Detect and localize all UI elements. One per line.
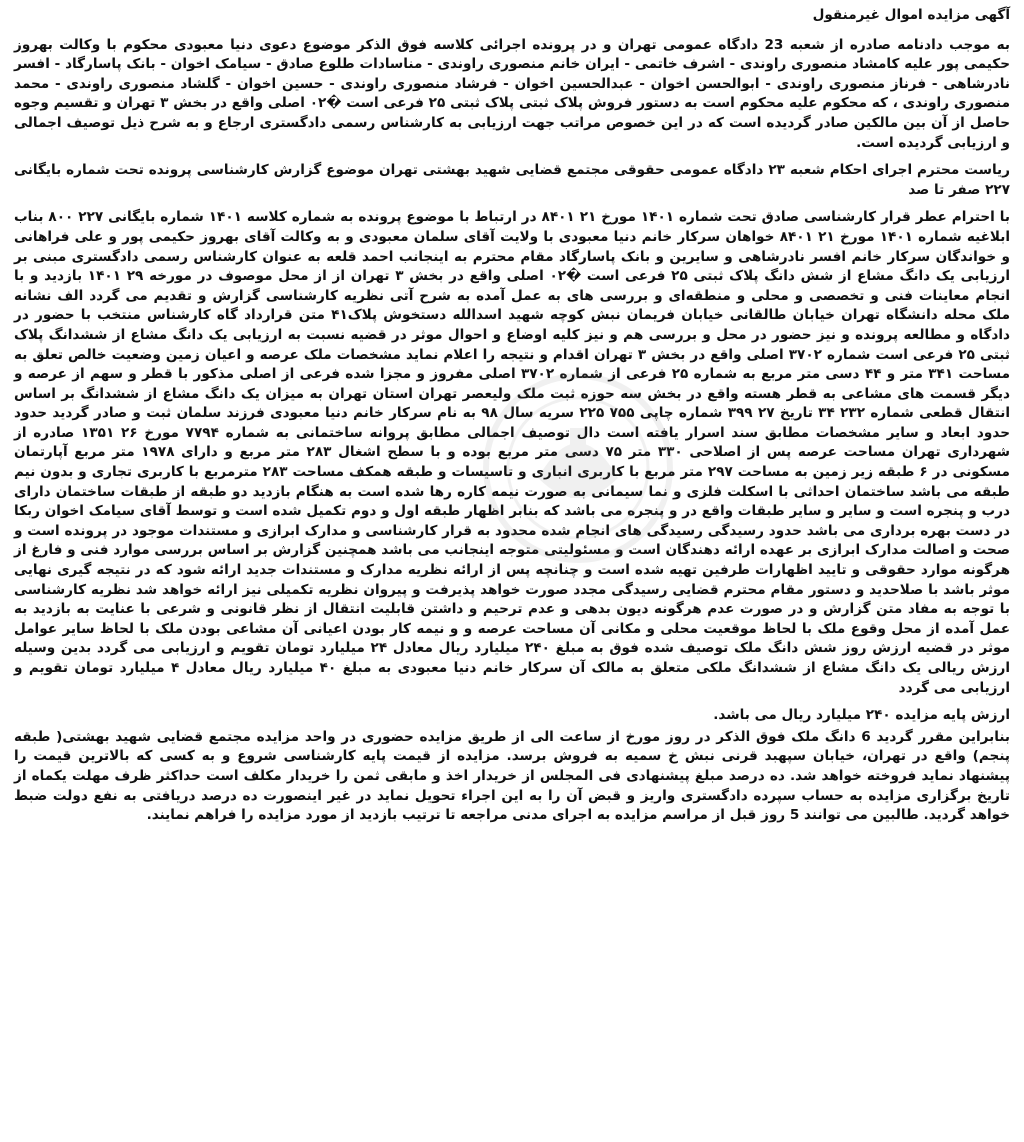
auction-terms-paragraph: بنابراین مقرر گردید 6 دانگ ملک فوق الذکر در روز مورخ از ساعت الی از طریق مزایده حضوری در واحد مزایده مجتمع قضایی شهید بهشتی( طبقه پنجم) واقع در تهران، خیابان سپهبد قرنی نبش خ سمیه به فروش برسد. مزایده از قیمت پایه کارشناسی شروع و به کسی که بالاترین قیمت را پیشنهاد نماید فروخته خواهد شد. ده درصد مبلغ پیشنهادی فی المجلس از خریدار اخذ و مابقی ثمن را خریدار مکلف است حداکثر ظرف مهلت یکماه از تاریخ برگزاری مزایده به حساب سپرده دادگستری واریز و قبض آن را به این اجراء تحویل نماید در غیر اینصورت ده درصد دریافتی به نفع دولت ضبط خواهد گردید. طالبین می توانند 5 روز قبل از مراسم مزایده به اجرای مدنی مراجعه تا ترتیب بازدید از مورد مزایده را فراهم نمایند. xyxy=(14,728,1010,824)
addressee-paragraph: ریاست محترم اجرای احکام شعبه ۲۳ دادگاه عمومی حقوقی مجتمع قضایی شهید بهشتی تهران موضوع گزارش کارشناسی پرونده تحت شماره بایگانی ۲۲۷ صفر تا صد xyxy=(14,162,1010,198)
base-price-line: ارزش پایه مزایده ۲۴۰ میلیارد ریال می باشد. xyxy=(713,707,1010,724)
court-order-paragraph: به موجب دادنامه صادره از شعبه 23 دادگاه عمومی تهران و در پرونده اجرائی کلاسه فوق الذکر موضوع دعوی دنیا معبودی محکوم با وکالت بهروز حکیمی پور علیه کامشاد منصوری راوندی - اشرف خاتمی - ایران خانم منصوری راوندی - مناسادات طلوع صادق - سیامک اخوان - بانک پاسارگاد - افسر نادرشاهی - فرناز منصوری راوندی - ابوالحسن اخوان - عبدالحسین اخوان - فرشاد منصوری راوندی - حسین اخوان - گلشاد منصوری راوندی - محمد منصوری راوندی ، که محکوم علیه محکوم است به دستور فروش پلاک ثبتی پلاک ثبتی ۲۵ فرعی است �۰۲ اصلی واقع در بخش ۳ تهران و تقسیم وجوه حاصل از آن بین مالکین صادر گردیده است که در این خصوص مراتب جهت ارزیابی به کارشناس رسمی دادگستری ارجاع و به شرح ذیل توصیف اجمالی و ارزیابی گردیده است. xyxy=(14,36,1010,151)
expert-report-paragraph: با احترام عطر قرار کارشناسی صادق تحت شماره ۱۴۰۱ مورخ ۲۱ ۸۴۰۱ در ارتباط با موضوع پرونده به شماره کلاسه ۱۴۰۱ شماره بایگانی ۲۲۷ ۸۰۰ بناب ابلاغیه شماره ۱۴۰۱ مورخ ۲۱ ۸۴۰۱ خواهان سرکار خانم دنیا معبودی با ولایت آقای سلمان معبودی و به وکالت آقای بهروز حکیمی پور و علی فراهانی و خواندگان سرکار خانم افسر نادرشاهی و سایرین و بانک پاسارگاد مقام محترم به اینجانب احمد قلعه به عنوان کارشناس رسمی دادگستری مبنی بر ارزیابی یک دانگ مشاع از شش دانگ پلاک ثبتی ۲۵ فرعی است �۰۲ اصلی واقع در بخش ۳ تهران از از محل موصوف در مورخه ۲۹ ۱۴۰۱ بازدید و با انجام معاینات فنی و تخصصی و محلی و منطقه‌ای و بررسی های به عمل آمده به شرح آتی نظریه کارشناسی گزارش و تقدیم می گردد الف نشانه ملک محله دانشگاه تهران خیابان طالقانی خیابان فریمان نبش کوچه شهید اسدالله دستخوش پلاک۴۱ متن قرارداد گاه کارشناس منتخب با حضور در دادگاه و مطالعه پرونده و نیز حضور در محل و بررسی هم و نیز کلیه اوضاع و احوال موثر در قضیه نسبت به ارزیابی یک دانگ مشاع از ششدانگ پلاک ثبتی ۲۵ فرعی است شماره ۳۷۰۲ اصلی واقع در بخش ۳ تهران اقدام و نتیجه را اعلام نماید مشخصات ملک عرصه و اعیان زمین وضعیت خالص تعلق به مساحت ۳۴۱ متر و ۴۴ دسی متر مربع به شماره ۲۵ فرعی از شماره ۳۷۰۲ اصلی مفروز و مجزا شده فرعی از اصلی مذکور با قطر و سهم از عرصه و دیگر قسمت های مشاعی به قطر هسته واقع در بخش سه حوزه ثبت ملک ولیعصر تهران استان تهران به میزان یک دانگ مشاع از ششدانگ بر اساس انتقال قطعی شماره ۲۳۲ ۳۴ تاریخ ۲۷ ۳۹۹ شماره چاپی ۷۵۵ ۲۲۵ سریه سال ۹۸ به نام سرکار خانم دنیا معبودی فرزند سلمان ثبت و صادر گردید حدود حدود ابعاد و سایر مشخصات مطابق سند اسرار یافته است دال توصیف اجمالی مطابق پروانه ساختمانی به شماره ۷۷۹۴ مورخ ۲۶ ۱۳۵۱ صادره از شهرداری تهران مساحت عرصه پس از اصلاحی ۳۳۰ متر ۷۵ دسی متر مربع بوده و با سطح اشغال ۲۸۳ متر مربع و دارای ۱۹۷۸ متر مربع آپارتمان مسکونی در ۶ طبقه زیر زمین به مساحت ۲۹۷ متر مربع با کاربری انباری و تاسیسات و طبقه همکف مساحت ۲۸۳ مترمربع با کاربری تجاری و بدون نیم طبقه می باشد ساختمان احداثی با اسکلت فلزی و نما سیمانی به صورت نیمه کاره رها شده است به هنگام بازدید دو طبقه از طبقات ساختمان دارای درب و پنجره است و سایر و سایر طبقات واقع در و پنجره می باشد که بنابر اظهار طبقه اول و دوم تکمیل شده است و توسط آقای سیامک اخوان ربکا در دست بهره برداری می باشد حدود رسیدگی رسیدگی های انجام شده محدود به قرار کارشناسی و مدارک ابرازی و مستندات موجود در پرونده است و صحت و اصالت مدارک ابرازی بر عهده ارائه دهندگان است و مسئولیتی متوجه اینجانب می باشد همچنین گزارش بر اساس بررسی موارد فنی و فارغ از هرگونه موارد حقوقی و تایید اظهارات طرفین تهیه شده است و چنانچه پس از ارائه نظریه مدارک و مستندات جدید ارائه شود که در نتیجه گیری نهایی موثر باشد با صلاحدید و دستور مقام محترم قضایی رسیدگی مجدد صورت خواهد پذیرفت و پیروان نظریه تکمیلی نیز ارائه خواهد شد نظریه کارشناسی با توجه به مفاد متن گزارش و در صورت عدم هرگونه دیون بدهی و عدم ترحیم و داشتن قابلیت انتقال از نظر قانونی و شرعی با عنایت به بازدید به عمل آمده از محل وقوع ملک با لحاظ موقعیت محلی و مکانی آن مساحت عرصه و و نیمه کار بودن اعیانی آن مشاعی بودن ملک با لحاظ سایر عوامل موثر در قضیه ارزش روز شش دانگ ملک توصیف شده فوق به مبلغ ۲۴۰ میلیارد ریال معادل ۲۴ میلیارد تومان تقویم و ارزیابی می گردد بدین وسیله ارزش ریالی یک دانگ مشاع از ششدانگ ملکی متعلق به مالک آن سرکار خانم دنیا معبودی به مبلغ ۴۰ میلیارد ریال معادل ۴ میلیارد تومان تقویم و ارزیابی می گردد xyxy=(14,209,1011,696)
notice-title: آگهی مزایده اموال غیرمنقول xyxy=(812,7,1010,23)
auction-notice xyxy=(14,6,1010,834)
